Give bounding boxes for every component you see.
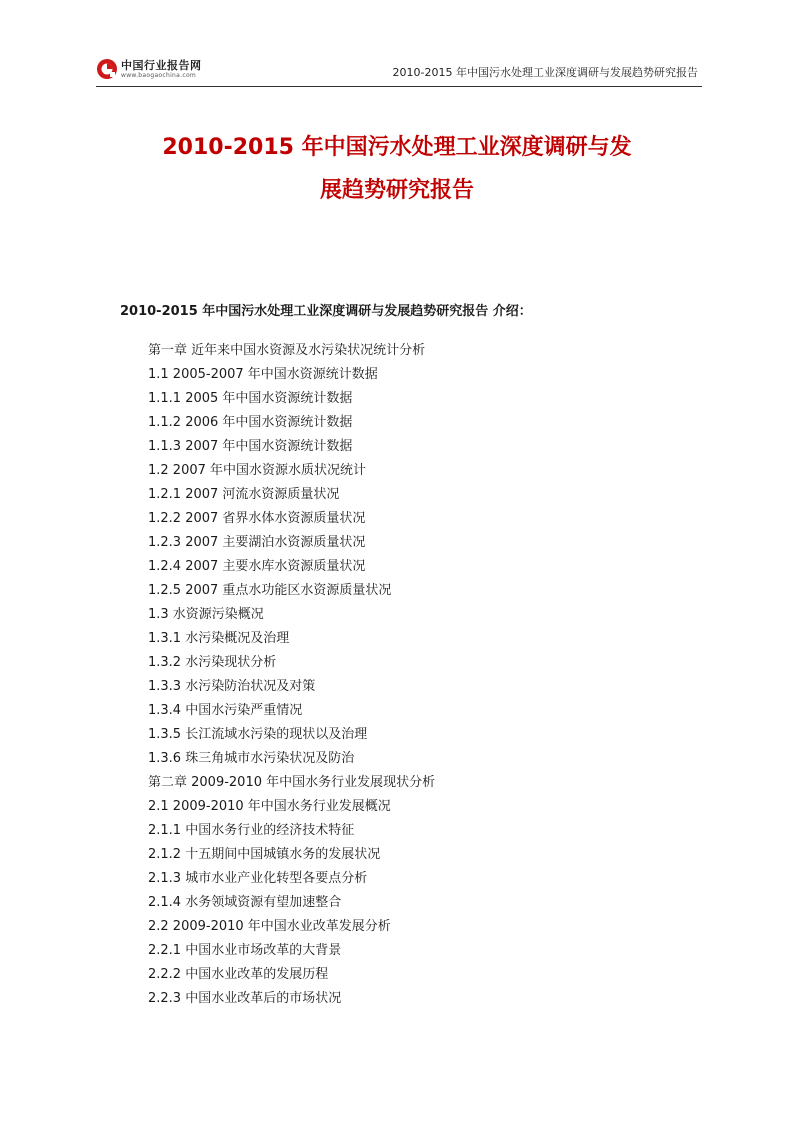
toc-item[interactable]: 1.1 2005-2007 年中国水资源统计数据: [148, 367, 378, 382]
toc-item[interactable]: 1.3.5 长江流域水污染的现状以及治理: [148, 727, 368, 742]
toc-item[interactable]: 1.2.4 2007 主要水库水资源质量状况: [148, 559, 366, 574]
toc-item[interactable]: 1.2.3 2007 主要湖泊水资源质量状况: [148, 535, 366, 550]
page-header: [96, 54, 702, 87]
toc-item[interactable]: 2.2.1 中国水业市场改革的大背景: [148, 943, 342, 958]
toc-item[interactable]: 1.2.2 2007 省界水体水资源质量状况: [148, 511, 366, 526]
toc-item[interactable]: 2.1.3 城市水业产业化转型各要点分析: [148, 871, 368, 886]
toc-item[interactable]: 2.1.1 中国水务行业的经济技术特征: [148, 823, 355, 838]
toc-item[interactable]: 1.1.1 2005 年中国水资源统计数据: [148, 391, 353, 406]
toc-item[interactable]: 2.2.3 中国水业改革后的市场状况: [148, 991, 342, 1006]
toc-item[interactable]: 1.1.3 2007 年中国水资源统计数据: [148, 439, 353, 454]
table-of-contents: [148, 339, 435, 1011]
logo-name: 中国行业报告网: [121, 58, 202, 72]
toc-item[interactable]: 1.3.3 水污染防治状况及对策: [148, 679, 316, 694]
toc-item[interactable]: 1.2.1 2007 河流水资源质量状况: [148, 487, 340, 502]
toc-item[interactable]: 2.1.2 十五期间中国城镇水务的发展状况: [148, 847, 381, 862]
toc-item[interactable]: 1.2.5 2007 重点水功能区水资源质量状况: [148, 583, 392, 598]
toc-item[interactable]: 1.3.2 水污染现状分析: [148, 655, 277, 670]
toc-item[interactable]: 2.2 2009-2010 年中国水业改革发展分析: [148, 919, 391, 934]
toc-item[interactable]: 第一章 近年来中国水资源及水污染状况统计分析: [148, 343, 426, 358]
toc-item[interactable]: 1.3.1 水污染概况及治理: [148, 631, 290, 646]
intro-heading: 2010-2015 年中国污水处理工业深度调研与发展趋势研究报告 介绍：: [120, 304, 532, 319]
document-title-line-1: 2010-2015 年中国污水处理工业深度调研与发: [162, 135, 632, 160]
logo-icon: [96, 58, 118, 80]
toc-item[interactable]: 1.1.2 2006 年中国水资源统计数据: [148, 415, 353, 430]
document-title-line-2: 展趋势研究报告: [319, 178, 474, 203]
toc-item[interactable]: 1.3.4 中国水污染严重情况: [148, 703, 303, 718]
toc-item[interactable]: 2.2.2 中国水业改革的发展历程: [148, 967, 329, 982]
document-title: [100, 126, 694, 212]
toc-item[interactable]: 第二章 2009-2010 年中国水务行业发展现状分析: [148, 775, 436, 790]
toc-item[interactable]: 1.2 2007 年中国水资源水质状况统计: [148, 463, 367, 478]
toc-item[interactable]: 1.3.6 珠三角城市水污染状况及防治: [148, 751, 355, 766]
header-title: 2010-2015 年中国污水处理工业深度调研与发展趋势研究报告: [392, 66, 698, 79]
logo-url: www.baogaochina.com: [121, 71, 197, 79]
site-logo[interactable]: [96, 56, 202, 82]
toc-item[interactable]: 2.1 2009-2010 年中国水务行业发展概况: [148, 799, 391, 814]
toc-item[interactable]: 2.1.4 水务领域资源有望加速整合: [148, 895, 342, 910]
toc-item[interactable]: 1.3 水资源污染概况: [148, 607, 264, 622]
